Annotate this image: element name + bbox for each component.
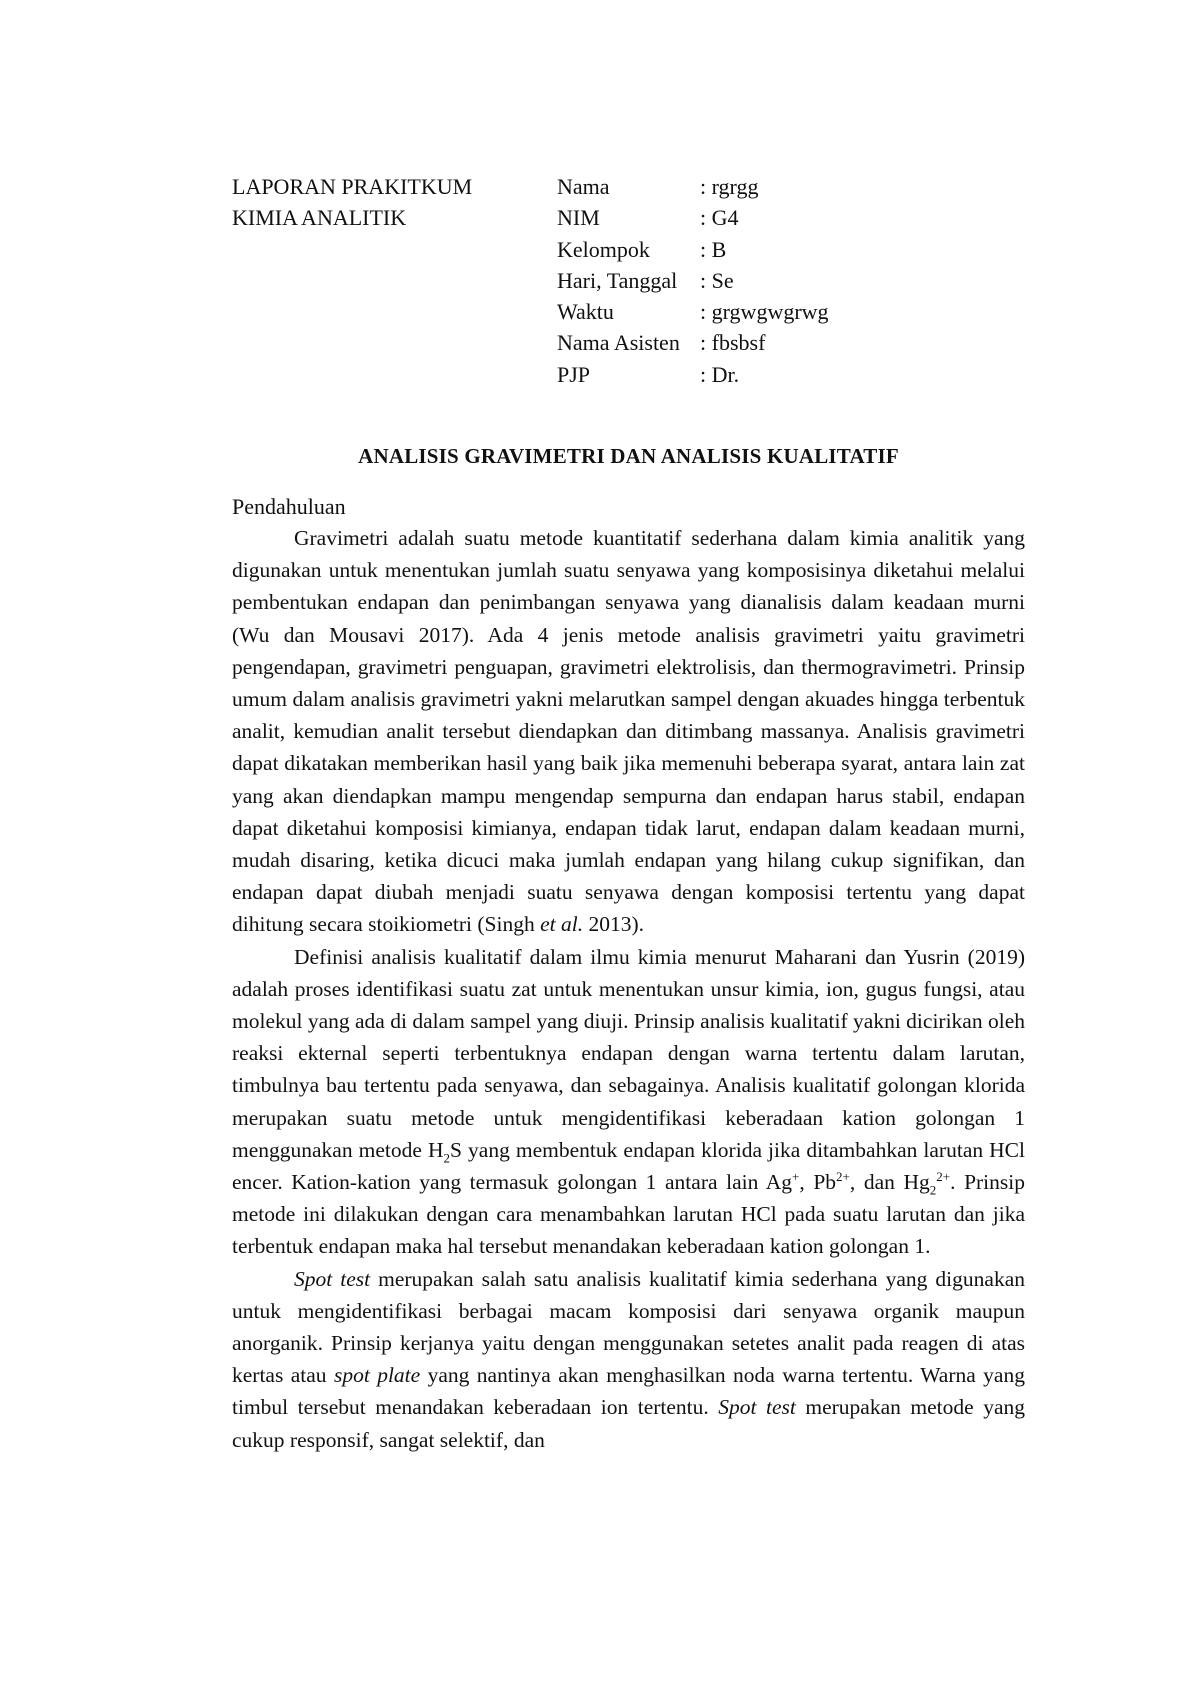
report-line-2: KIMIA ANALITIK: [232, 205, 407, 230]
info-value: : fbsbsf: [700, 327, 765, 358]
text-run: Definisi analisis kualitatif dalam ilmu kimia menurut Maharani dan Yusrin (2019) adalah proses identifikasi suatu zat untuk menentukan unsur kimia, ion, gugus fungsi, atau molekul yang ada di dalam sampel yang diuji. Prinsip analisis kualitatif yakni dicirikan oleh reaksi ekternal seperti terbentuknya endapan dengan warna tertentu dalam larutan, timbulnya bau tertentu pada senyawa, dan sebagainya. Analisis kualitatif golongan klorida merupakan suatu metode untuk mengidentifikasi keberadaan kation golongan 1 menggunakan metode H: [232, 944, 1025, 1162]
info-label: Waktu: [557, 299, 614, 325]
report-heading: [232, 171, 472, 233]
info-row-nim: [557, 202, 829, 233]
subscript: 2: [443, 1150, 451, 1166]
superscript: +: [792, 1168, 800, 1184]
info-row-kelompok: [557, 234, 829, 265]
info-row-waktu: [557, 296, 829, 327]
info-row-nama: [557, 171, 829, 202]
info-value: : G4: [700, 202, 739, 233]
superscript: 2+: [836, 1168, 850, 1184]
info-row-hari-tanggal: [557, 265, 829, 296]
info-label: Hari, Tanggal: [557, 267, 678, 293]
subscript: 2: [929, 1182, 937, 1198]
italic-text: Spot test: [718, 1395, 796, 1420]
info-row-pjp: [557, 359, 829, 390]
info-label: Kelompok: [557, 236, 650, 262]
report-line-1: LAPORAN PRAKITKUM: [232, 174, 473, 199]
info-value: : Se: [700, 265, 734, 296]
text-run: , Pb: [799, 1170, 837, 1195]
italic-text: Spot test: [294, 1266, 371, 1291]
document-title: ANALISIS GRAVIMETRI DAN ANALISIS KUALITATIF: [358, 444, 899, 468]
paragraph-spot-test: [232, 1263, 1025, 1456]
info-value: : rgrgg: [700, 171, 758, 202]
text-run: merupakan salah satu analisis kualitatif kimia sederhana yang digunakan untuk mengidentifikasi berbagai macam komposisi dari senyawa organik maupun anorganik. Prinsip kerjanya yaitu dengan menggunakan setetes analit pada reagen di atas kertas atau: [232, 1266, 1025, 1388]
text-run: yang nantinya akan menghasilkan noda warna tertentu. Warna yang timbul tersebut menandakan keberadaan ion tertentu.: [232, 1363, 1025, 1420]
text-run: Gravimetri adalah suatu metode kuantitatif sederhana dalam kimia analitik yang digunakan untuk menentukan jumlah suatu senyawa yang komposisinya diketahui melalui pembentukan endapan dan penimbangan senyawa yang dianalisis dalam keadaan murni (Wu dan Mousavi 2017). Ada 4 jenis metode analisis gravimetri yaitu gravimetri pengendapan, gravimetri penguapan, gravimetri elektrolisis, dan thermogravimetri. Prinsip umum dalam analisis gravimetri yakni melarutkan sampel dengan akuades hingga terbentuk analit, kemudian analit tersebut diendapkan dan ditimbang massanya. Analisis gravimetri dapat dikatakan memberikan hasil yang baik jika memenuhi beberapa syarat, antara lain zat yang akan diendapkan mampu mengendap sempurna dan endapan harus stabil, endapan dapat diketahui komposisi kimianya, endapan tidak larut, endapan dalam keadaan murni, mudah disaring, ketika dicuci maka jumlah endapan yang hilang cukup signifikan, dan endapan dapat diubah menjadi suatu senyawa dengan komposisi tertentu yang dapat dihitung secara stoikiometri (Singh: [232, 526, 1025, 937]
text-run: 2013).: [583, 912, 645, 937]
text-run: . Prinsip metode ini dilakukan dengan cara menambahkan larutan HCl pada suatu larutan dan jika terbentuk endapan maka hal tersebut menandakan keberadaan kation golongan 1.: [232, 1170, 1025, 1259]
info-value: : B: [700, 234, 726, 265]
info-label: NIM: [557, 205, 600, 231]
body-text: [232, 522, 1025, 1456]
italic-text: spot plate: [333, 1363, 421, 1388]
italic-text: et al.: [540, 912, 584, 937]
student-info-table: [557, 171, 829, 390]
text-run: S yang membentuk endapan klorida jika ditambahkan larutan HCl encer. Kation-kation yang termasuk golongan 1 antara lain Ag: [232, 1137, 1025, 1195]
paragraph-kualitatif: [232, 941, 1025, 1263]
info-label: PJP: [557, 361, 591, 387]
info-label: Nama: [557, 174, 610, 199]
superscript: 2+: [936, 1168, 951, 1184]
info-value: : Dr.: [700, 359, 739, 390]
section-heading: Pendahuluan: [232, 494, 346, 519]
info-label: Nama Asisten: [557, 330, 680, 356]
paragraph-gravimetri: [232, 522, 1025, 941]
info-value: : grgwgwgrwg: [700, 296, 829, 327]
text-run: , dan Hg: [849, 1170, 930, 1195]
text-run: merupakan metode yang cukup responsif, sangat selektif, dan: [232, 1395, 1025, 1452]
info-row-nama-asisten: [557, 327, 829, 358]
